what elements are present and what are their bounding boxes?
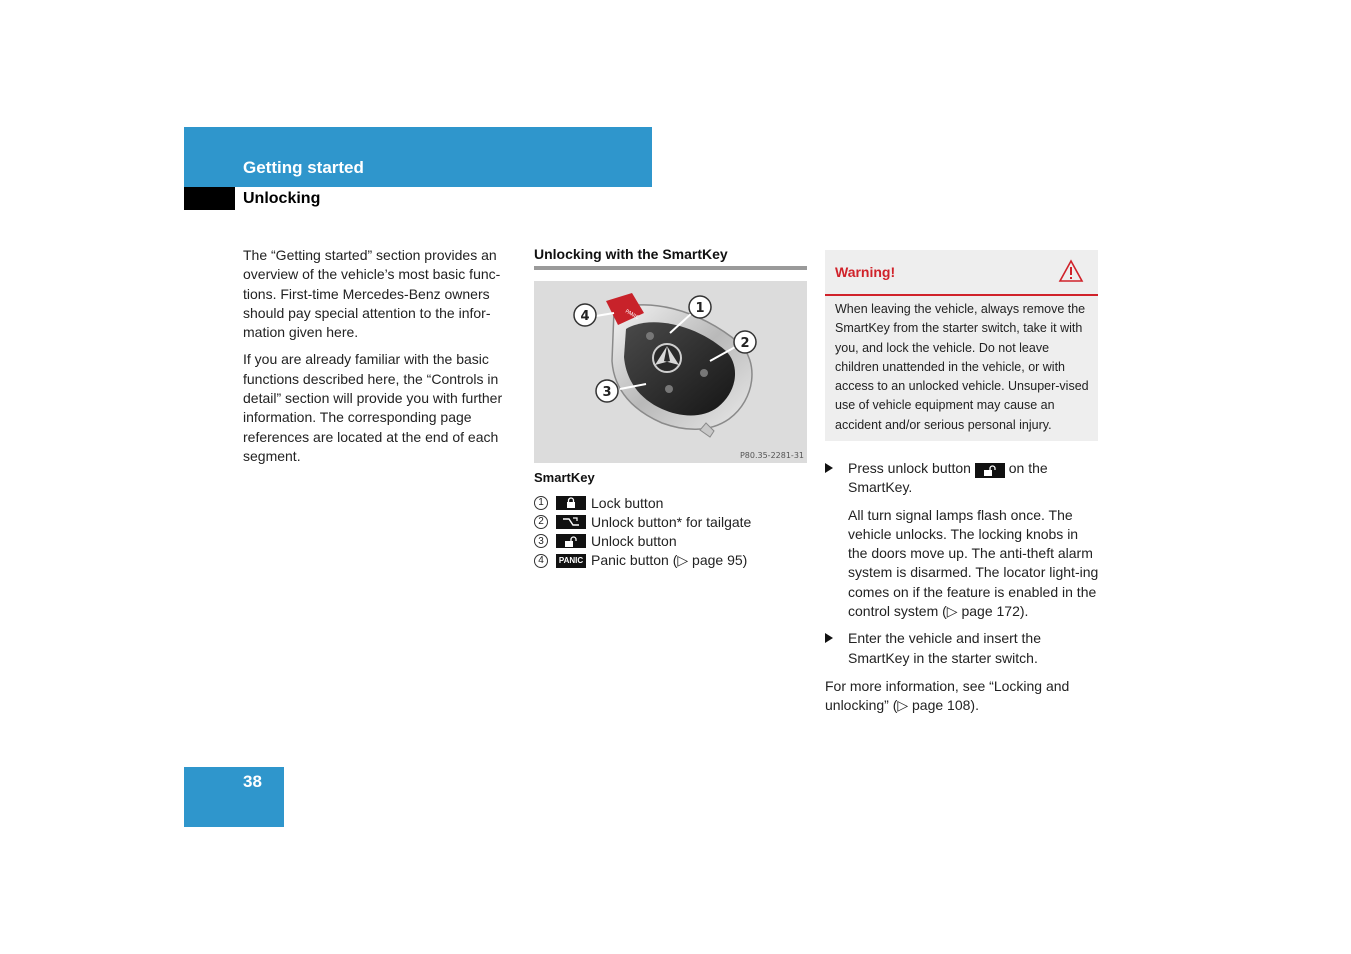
step-arrow-icon (825, 633, 833, 643)
svg-text:4: 4 (580, 309, 590, 324)
legend-label: Unlock button* for tailgate (591, 513, 752, 530)
svg-text:3: 3 (602, 385, 612, 400)
step1-detail: All turn signal lamps flash once. The vehicle unlocks. The locking knobs in the doors move up. The anti-theft alarm system is disarmed. The locator light-ing comes on if the feature is enabled in the control system (▷ page 172). (848, 506, 1099, 620)
legend-item-tailgate (534, 512, 814, 531)
warning-box (825, 250, 1098, 441)
legend-item-lock (534, 493, 814, 512)
callout-1 (689, 296, 711, 318)
photo-code: P80.35-2281-31 (739, 451, 804, 460)
subsection-title: Unlocking (243, 190, 321, 207)
button-legend (534, 493, 814, 570)
unlock-icon (975, 463, 1005, 478)
unlock-icon (556, 534, 586, 548)
smartkey-heading: Unlocking with the SmartKey (534, 246, 728, 262)
instructions (825, 459, 1100, 716)
section-title: Getting started (243, 158, 364, 177)
heading-rule (534, 266, 807, 270)
legend-label: Panic button (▷ page 95) (591, 552, 748, 569)
intro-text (243, 246, 515, 474)
legend-item-unlock (534, 532, 814, 551)
legend-number: 3 (534, 534, 548, 548)
warning-label: Warning! (835, 264, 896, 280)
legend-number: 4 (534, 554, 548, 568)
legend-number: 2 (534, 515, 548, 529)
page-number-box (184, 767, 284, 827)
legend-number: 1 (534, 496, 548, 510)
header-band (184, 127, 652, 187)
more-info-text: For more information, see “Locking and unlocking” (▷ page 108). (825, 677, 1070, 714)
svg-text:2: 2 (740, 336, 750, 351)
section-tab-marker (184, 187, 235, 210)
legend-item-panic (534, 551, 814, 570)
intro-paragraph-2: If you are already familiar with the basic functions described here, the “Controls in detail” section will provide you with further information. The corresponding page references are located at the end of each segment. (243, 351, 503, 464)
step1-text-pre: Press unlock button (848, 460, 971, 476)
step-arrow-icon (825, 463, 833, 473)
panic-icon: PANIC (556, 554, 586, 568)
warning-header (825, 250, 1098, 296)
warning-triangle-icon (1058, 259, 1084, 288)
callout-2 (734, 331, 756, 353)
callout-4 (574, 304, 596, 326)
legend-label: Unlock button (591, 533, 677, 550)
legend-label: Lock button (591, 494, 664, 511)
page-number: 38 (243, 772, 262, 791)
step-enter-vehicle (825, 629, 1100, 668)
warning-text: When leaving the vehicle, always remove the SmartKey from the starter switch, take it with you, and lock the vehicle. Do not leave children unattended in the vehicle, or with access to an unlocked vehicle. Unsuper-vised use of vehicle equipment may cause an accident and/or serious personal injury. (835, 302, 1089, 432)
lock-icon (556, 496, 586, 510)
step2-text: Enter the vehicle and insert the SmartKey in the starter switch. (848, 630, 1042, 666)
svg-text:PANIC: PANIC (624, 308, 640, 322)
step1-text-post: on the SmartKey. (848, 460, 1048, 496)
smartkey-caption: SmartKey (534, 470, 595, 485)
callout-3 (596, 380, 618, 402)
smartkey-photo (534, 281, 807, 463)
step-unlock (825, 459, 1100, 498)
svg-text:1: 1 (695, 301, 705, 316)
intro-paragraph-1: The “Getting started” section provides an overview of the vehicle’s most basic func-tions. First-time Mercedes-Benz owners should pay special attention to the infor-mation given here. (243, 247, 501, 341)
tailgate-icon (556, 515, 586, 529)
